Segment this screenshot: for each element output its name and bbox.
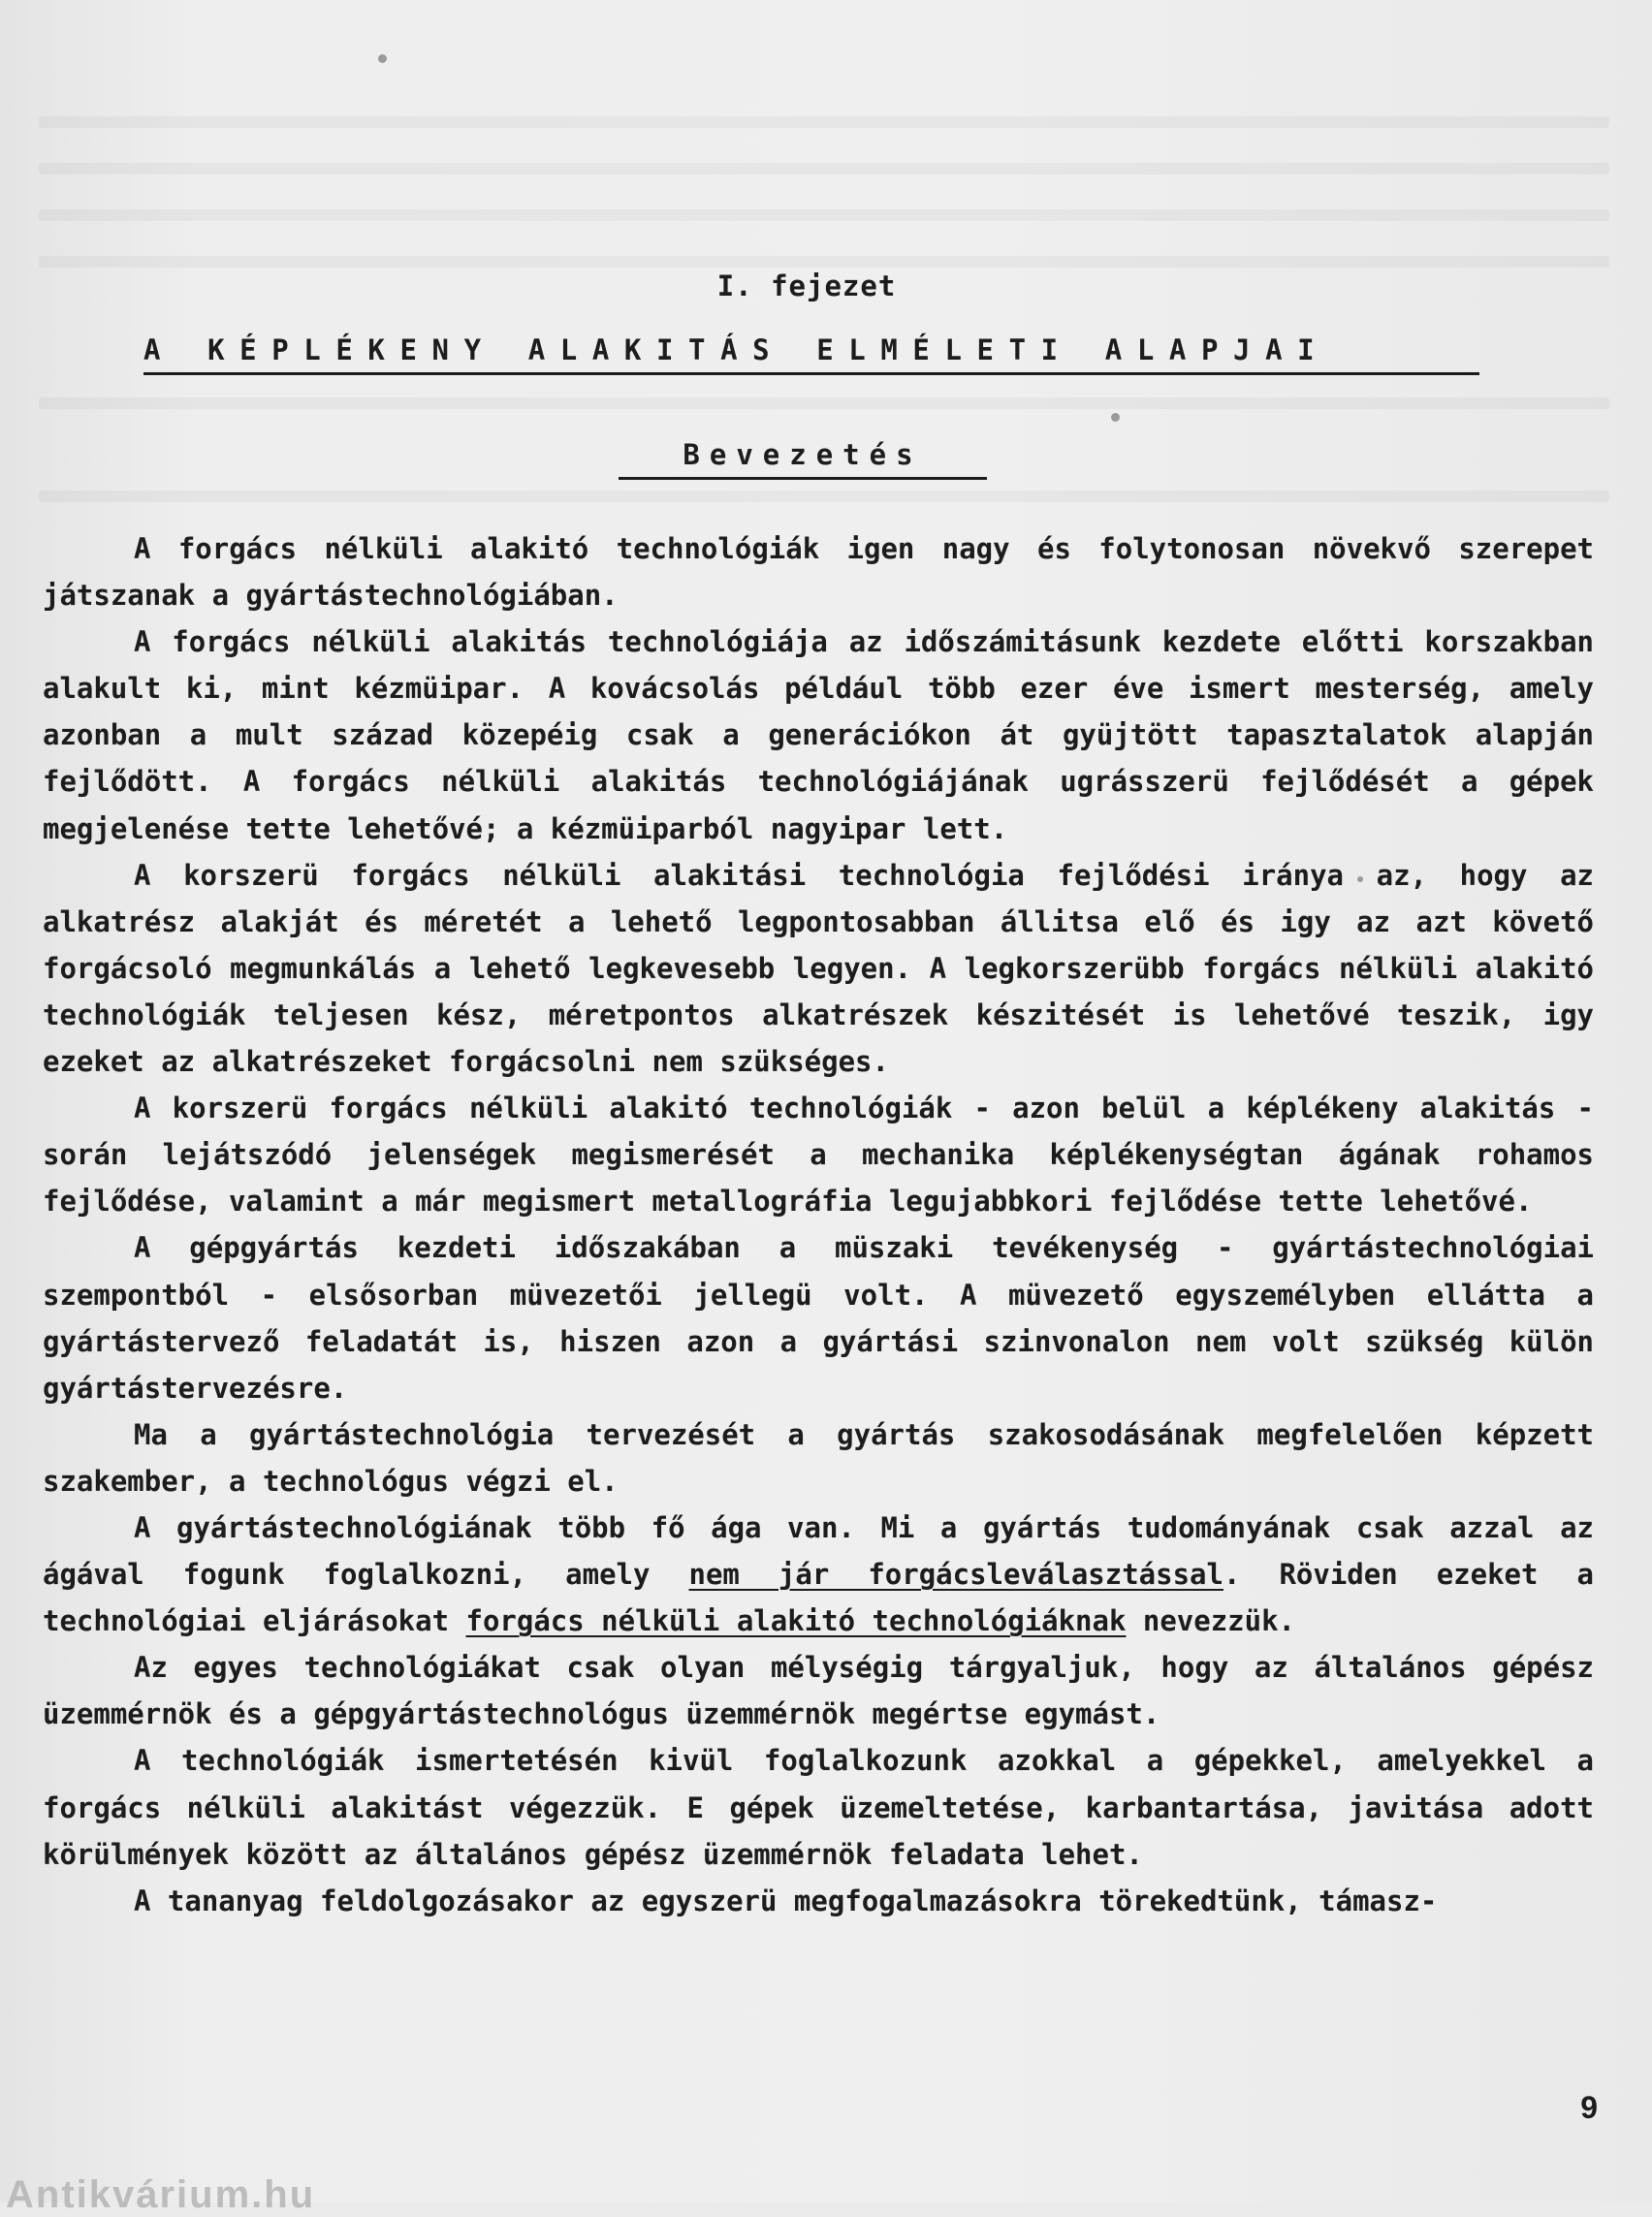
body-text bbox=[43, 525, 1594, 1924]
section-title: Bevezetés bbox=[619, 438, 987, 480]
paragraph: A korszerü forgács nélküli alakitó technológiák - azon belül a képlékeny alakitás - során lejátszódó jelenségek megismerését a mechanika képlékenységtan ágának rohamos fejlődése, valamint a már megismert metallográfia legujabbkori fejlődése tette lehetővé. bbox=[43, 1092, 1594, 1219]
show-through-line bbox=[39, 256, 1609, 268]
underlined-phrase: forgács nélküli alakitó technológiáknak bbox=[465, 1604, 1127, 1638]
watermark: Antikvárium.hu bbox=[6, 2173, 316, 2216]
paragraph: A forgács nélküli alakitás technológiája az időszámitásunk kezdete előtti korszakban alakult ki, mint kézmüipar. A kovácsolás például több ezer éve ismert mesterség, amely azonban a mult század közepéig csak a generációkon át gyüjtött tapasztalatok alapján fejlődött. A forgács nélküli alakitás technológiájának ugrásszerü fejlődését a gépek megjelenése tette lehetővé; a kézmüiparból nagyipar lett. bbox=[43, 625, 1594, 845]
chapter-label: I. fejezet bbox=[716, 269, 897, 302]
underlined-phrase: nem jár forgácsleválasztással bbox=[688, 1558, 1223, 1592]
paragraph: A korszerü forgács nélküli alakitási technológia fejlődési iránya az, hogy az alkatrész alakját és méretét a lehető legpontosabban állitsa elő és igy az azt követő forgácsoló megmunkálás a lehető legkevesebb legyen. A legkorszerübb forgács nélküli alakitó technológiák teljesen kész, méretpontos alkatrészek készitését is lehetővé teszik, igy ezeket az alkatrészeket forgácsolni nem szükséges. bbox=[43, 858, 1594, 1079]
paragraph-text: nevezzük. bbox=[1126, 1604, 1296, 1638]
paragraph: A gépgyártás kezdeti időszakában a müszaki tevékenység - gyártástechnológiai szempontból - elsősorban müvezetői jellegü volt. A müvezető egyszemélyben ellátta a gyártástervező feladatát is, hiszen azon a gyártási szinvonalon nem volt szükség külön gyártástervezésre. bbox=[43, 1231, 1594, 1405]
paragraph-text: A gyártástechnológiának több fő ága van. Mi a gyártás tudományának csak azzal az ágával fogunk foglalkozni, amely bbox=[43, 1510, 1594, 1592]
show-through-line bbox=[39, 163, 1609, 174]
show-through-line bbox=[39, 209, 1609, 221]
show-through-line bbox=[39, 491, 1609, 502]
paragraph: A forgács nélküli alakitó technológiák igen nagy és folytonosan növekvő szerepet játszanak a gyártástechnológiában. bbox=[43, 532, 1594, 613]
chapter-title: A KÉPLÉKENY ALAKITÁS ELMÉLETI ALAPJAI bbox=[143, 333, 1479, 375]
show-through-line bbox=[39, 116, 1609, 128]
paragraph: A tananyag feldolgozásakor az egyszerü megfogalmazásokra törekedtünk, támasz- bbox=[134, 1884, 1438, 1917]
page-number: 9 bbox=[1580, 2090, 1598, 2125]
paper-speck bbox=[1111, 413, 1120, 422]
show-through-line bbox=[39, 397, 1609, 409]
paper-speck bbox=[378, 54, 387, 63]
paragraph bbox=[43, 1504, 1594, 1644]
paragraph: Ma a gyártástechnológia tervezését a gyártás szakosodásának megfelelően képzett szakember, a technológus végzi el. bbox=[43, 1417, 1594, 1498]
paragraph: A technológiák ismertetésén kivül foglalkozunk azokkal a gépekkel, amelyekkel a forgács nélküli alakitást végezzük. E gépek üzemeltetése, karbantartása, javitása adott körülmények között az általános gépész üzemmérnök feladata lehet. bbox=[43, 1744, 1594, 1871]
paragraph-text: . Röviden ezeket a technológiai eljárásokat bbox=[43, 1558, 1594, 1638]
paragraph: Az egyes technológiákat csak olyan mélységig tárgyaljuk, hogy az általános gépész üzemmérnök és a gépgyártástechnológus üzemmérnök megértse egymást. bbox=[43, 1651, 1594, 1731]
